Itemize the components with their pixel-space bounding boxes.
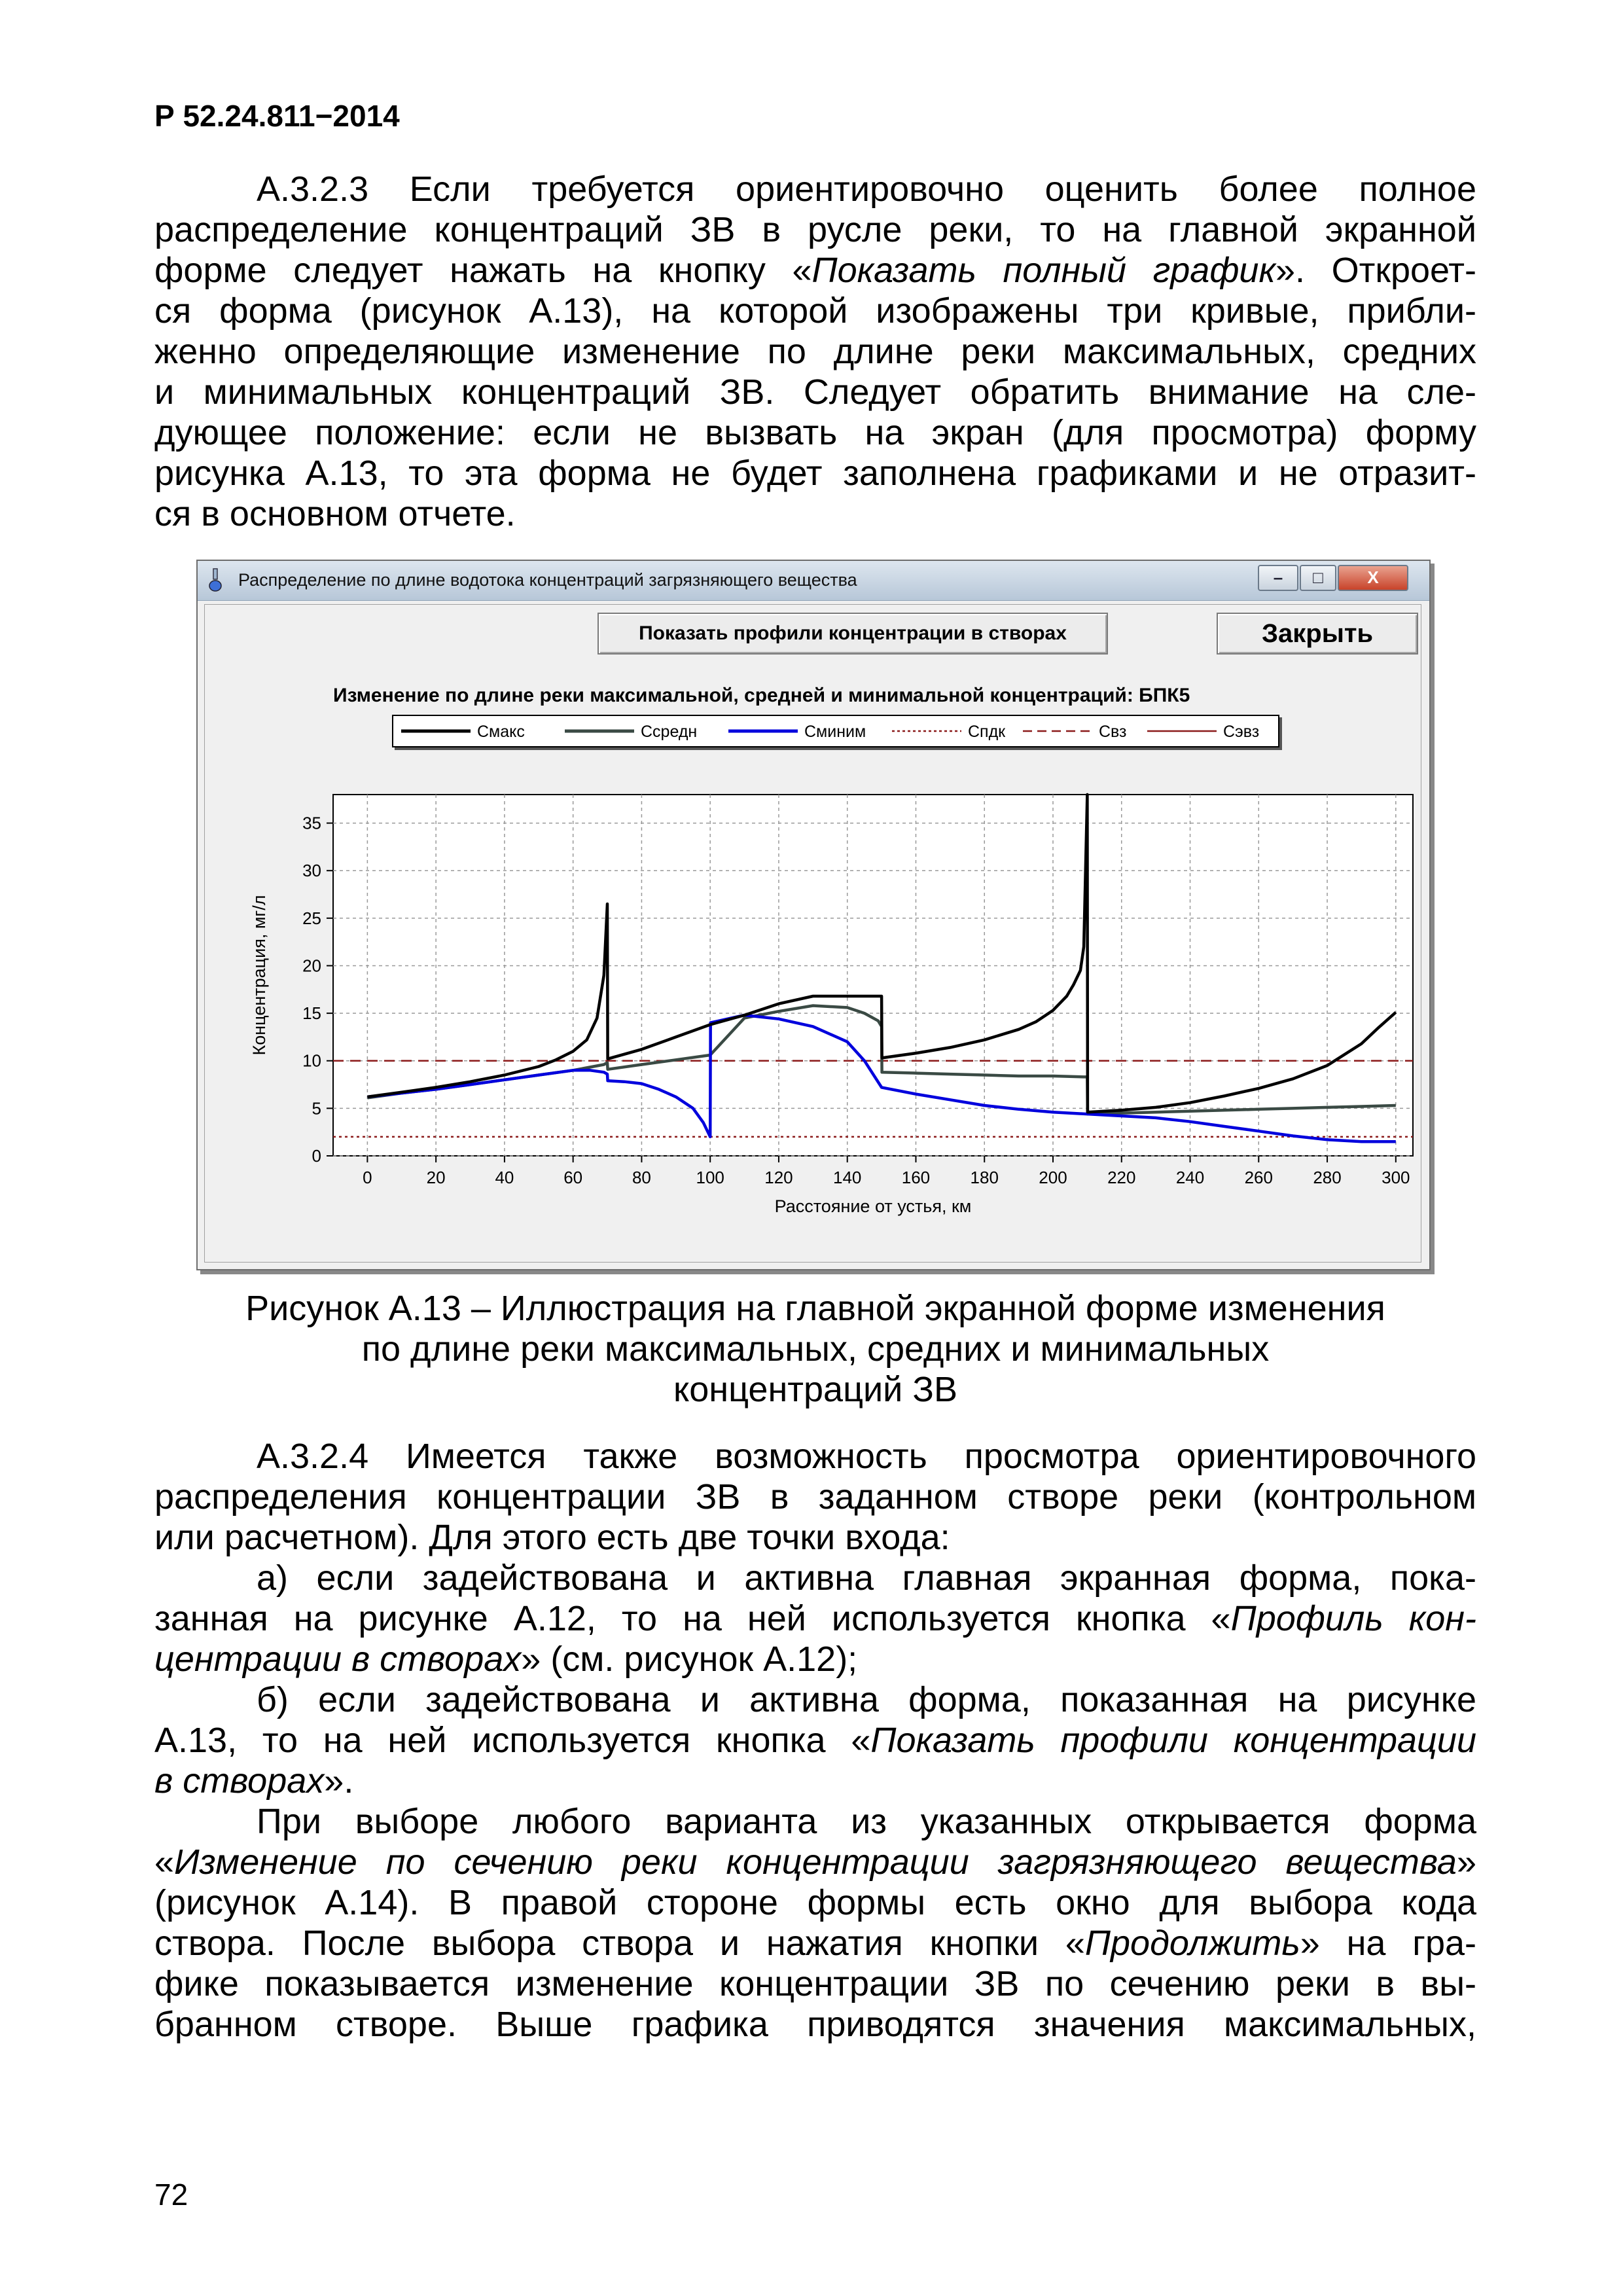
x-tick-label: 40	[495, 1168, 514, 1187]
y-tick-label: 35	[302, 813, 321, 833]
text-line: (рисунок А.14). В правой стороне формы есть окно для выбора кода	[154, 1883, 1476, 1922]
text-line: а) если задействована и активна главная экранная форма, пока-	[257, 1558, 1476, 1598]
x-tick-label: 300	[1382, 1168, 1410, 1187]
minimize-button[interactable]: –	[1258, 565, 1298, 591]
paragraph-a3-2-4	[154, 1436, 1476, 1558]
flask-icon	[208, 567, 223, 592]
window-title: Распределение по длине водотока концентраций загрязняющего вещества	[238, 570, 857, 590]
form-client-area	[204, 604, 1421, 1263]
y-tick-label: 10	[302, 1050, 321, 1071]
text-line: ся в основном отчете.	[154, 494, 516, 533]
text-line: б) если задействована и активна форма, показанная на рисунке	[257, 1680, 1476, 1719]
text-line: в створах».	[154, 1761, 354, 1801]
close-form-button[interactable]: Закрыть	[1217, 613, 1418, 655]
y-tick-label: 30	[302, 861, 321, 881]
text-line: створа. После выбора створа и нажатия кнопки «Продолжить» на гра-	[154, 1924, 1476, 1963]
document-id: Р 52.24.811−2014	[154, 99, 400, 133]
text-line: дующее положение: если не вызвать на экран (для просмотра) форму	[154, 413, 1476, 452]
text-line: форме следует нажать на кнопку «Показать полный график». Откроет-	[154, 251, 1476, 290]
text-line: При выборе любого варианта из указанных открывается форма	[257, 1802, 1476, 1841]
x-tick-label: 260	[1244, 1168, 1273, 1187]
text-line: или расчетном). Для этого есть две точки входа:	[154, 1518, 950, 1557]
text-line: бранном створе. Выше графика приводятся значения максимальных,	[154, 2005, 1476, 2044]
y-tick-label: 25	[302, 908, 321, 928]
window-titlebar	[198, 561, 1429, 601]
list-item-a	[154, 1558, 1476, 1679]
chart-title: Изменение по длине реки максимальной, средней и минимальной концентраций: БПК5	[333, 685, 1190, 706]
y-tick-label: 0	[312, 1146, 321, 1166]
paragraph-choice	[154, 1801, 1476, 2045]
y-tick-label: 5	[312, 1098, 321, 1119]
y-tick-label: 20	[302, 956, 321, 976]
figure-caption	[154, 1288, 1476, 1410]
caption-line: концентраций ЗВ	[673, 1370, 957, 1409]
x-tick-label: 180	[970, 1168, 999, 1187]
line-chart	[205, 605, 1421, 1262]
x-tick-label: 280	[1313, 1168, 1342, 1187]
text-line: А.3.2.3 Если требуется ориентировочно оценить более полное	[257, 170, 1476, 209]
maximize-button[interactable]: □	[1300, 565, 1336, 591]
page-number: 72	[154, 2178, 188, 2212]
plot-area	[333, 795, 1413, 1156]
x-tick-label: 200	[1039, 1168, 1067, 1187]
text-line: распределение концентраций ЗВ в русле реки, то на главной экранной	[154, 210, 1476, 249]
x-tick-label: 240	[1175, 1168, 1205, 1187]
text-line: и минимальных концентраций ЗВ. Следует обратить внимание на сле-	[154, 372, 1476, 412]
text-line: распределения концентрации ЗВ в заданном створе реки (контрольном	[154, 1477, 1476, 1516]
x-tick-label: 0	[363, 1168, 372, 1187]
close-window-button[interactable]: X	[1338, 565, 1408, 591]
show-profiles-button[interactable]: Показать профили концентрации в створах	[597, 613, 1108, 655]
text-line: фике показывается изменение концентрации ЗВ по сечению реки в вы-	[154, 1964, 1476, 2003]
text-line: центрации в створах» (см. рисунок А.12);	[154, 1640, 858, 1679]
chart-legend: Смакс Сcредн Сминим Спдк Свз Сэвз	[392, 715, 1279, 747]
text-line: «Изменение по сечению реки концентрации загрязняющего вещества»	[154, 1842, 1476, 1882]
text-line: рисунка А.13, то эта форма не будет заполнена графиками и не отразит-	[154, 454, 1476, 493]
x-tick-label: 60	[563, 1168, 583, 1187]
text-line: ся форма (рисунок А.13), на которой изображены три кривые, прибли-	[154, 291, 1476, 331]
paragraph-a3-2-3	[154, 169, 1476, 534]
x-tick-label: 160	[901, 1168, 931, 1187]
x-tick-label: 80	[632, 1168, 651, 1187]
text-line: занная на рисунке А.12, то на ней используется кнопка «Профиль кон-	[154, 1599, 1476, 1638]
list-item-b	[154, 1679, 1476, 1801]
x-axis-label: Расстояние от устья, км	[774, 1196, 972, 1216]
y-tick-label: 15	[302, 1003, 321, 1024]
x-tick-label: 100	[696, 1168, 724, 1187]
x-tick-label: 20	[426, 1168, 446, 1187]
x-tick-label: 220	[1107, 1168, 1136, 1187]
caption-line: Рисунок А.13 – Иллюстрация на главной экранной форме изменения	[245, 1289, 1385, 1328]
x-tick-label: 120	[764, 1168, 793, 1187]
x-tick-label: 140	[833, 1168, 862, 1187]
screenshot-window	[196, 560, 1431, 1270]
text-line: А.3.2.4 Имеется также возможность просмотра ориентировочного	[257, 1437, 1476, 1476]
caption-line: по длине реки максимальных, средних и минимальных	[361, 1329, 1270, 1369]
text-line: женно определяющие изменение по длине реки максимальных, средних	[154, 332, 1476, 371]
y-axis-label: Концентрация, мг/л	[249, 895, 269, 1056]
text-line: А.13, то на ней используется кнопка «Показать профили концентрации	[154, 1721, 1476, 1760]
